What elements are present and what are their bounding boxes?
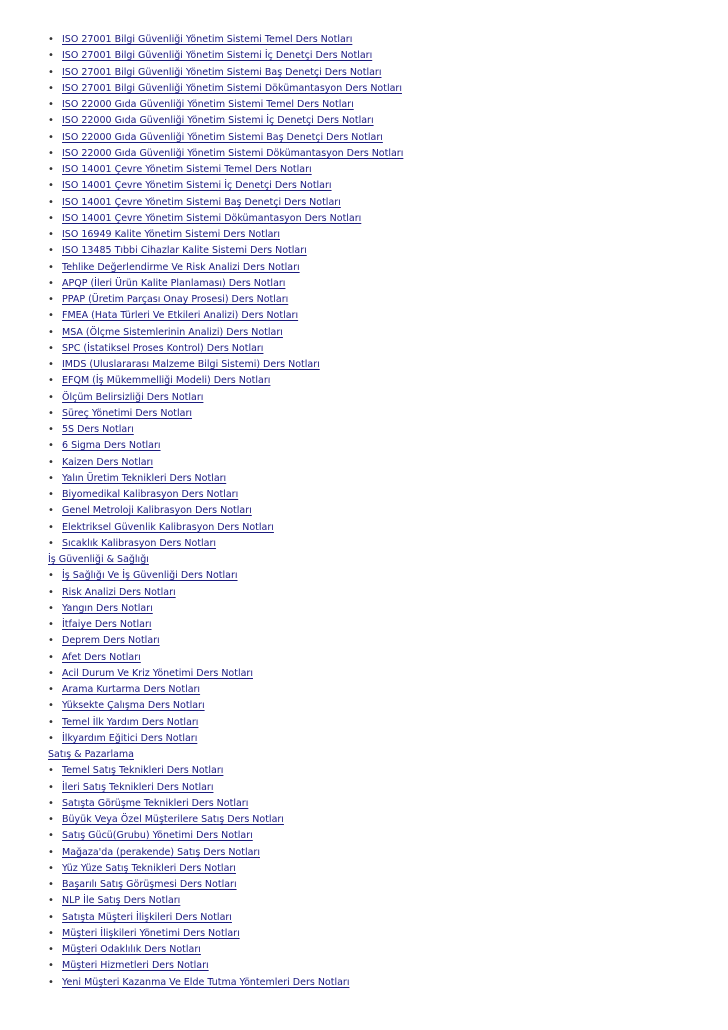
bullet-icon: • [48, 147, 54, 159]
list-item [48, 780, 708, 796]
bullet-icon: • [48, 602, 54, 614]
list-item-link[interactable]: Sıcaklık Kalibrasyon Ders Notları [62, 537, 217, 549]
list-item-link[interactable]: ISO 22000 Gıda Güvenliği Yönetim Sistemi Temel Ders Notları [62, 99, 354, 110]
list-item [48, 422, 708, 438]
list-item-link[interactable]: ISO 27001 Bilgi Güvenliği Yönetim Sistemi Baş Denetçi Ders Notları [62, 66, 382, 78]
list-item-link[interactable]: SPC (İstatiksel Proses Kontrol) Ders Notları [62, 342, 264, 354]
section-heading [48, 552, 708, 568]
list-item-link[interactable]: Satışta Müşteri İlişkileri Ders Notları [62, 911, 232, 923]
bullet-icon: • [48, 472, 54, 484]
list-item-link[interactable]: ISO 27001 Bilgi Güvenliği Yönetim Sistemi Dökümantasyon Ders Notları [62, 82, 402, 94]
bullet-icon: • [48, 879, 54, 890]
bullet-icon: • [48, 66, 54, 78]
list-item [48, 211, 708, 227]
list-item-link[interactable]: Satışta Görüşme Teknikleri Ders Notları [62, 797, 249, 809]
list-item-link[interactable]: Afet Ders Notları [62, 651, 141, 663]
bullet-icon: • [48, 115, 54, 127]
list-item [48, 227, 708, 243]
list-item-link[interactable]: FMEA (Hata Türleri Ve Etkileri Analizi) Ders Notları [62, 310, 299, 322]
list-item-link[interactable]: ISO 14001 Çevre Yönetim Sistemi Baş Denetçi Ders Notları [62, 196, 341, 208]
list-item [48, 81, 708, 97]
bullet-icon: • [48, 407, 54, 419]
list-item [48, 390, 708, 406]
bullet-icon: • [48, 164, 54, 175]
list-item-link[interactable]: APQP (İleri Ürün Kalite Planlaması) Ders Notları [62, 277, 286, 289]
bullet-icon: • [48, 489, 54, 500]
list-item-link[interactable]: Temel İlk Yardım Ders Notları [62, 716, 199, 728]
list-item [48, 162, 708, 178]
list-item-link[interactable]: Yalın Üretim Teknikleri Ders Notları [62, 472, 227, 484]
list-item-link[interactable]: Mağaza'da (perakende) Satış Ders Notları [62, 846, 260, 858]
list-item [48, 243, 708, 259]
bullet-icon: • [48, 440, 54, 452]
list-item [48, 48, 708, 64]
bullet-icon: • [48, 781, 54, 793]
list-item-link[interactable]: Satış Gücü(Grubu) Yönetimi Ders Notları [62, 830, 253, 842]
list-item-link[interactable]: Kaizen Ders Notları [62, 456, 154, 468]
list-item [48, 308, 708, 324]
list-item [48, 146, 708, 162]
list-item-link[interactable]: Temel Satış Teknikleri Ders Notları [62, 765, 224, 777]
bullet-icon: • [48, 976, 54, 988]
list-item [48, 975, 708, 991]
bullet-icon: • [48, 456, 54, 468]
list-item [48, 487, 708, 503]
bullet-icon: • [48, 34, 54, 45]
list-item [48, 828, 708, 844]
list-item-link[interactable]: Müşteri Odaklılık Ders Notları [62, 944, 201, 955]
list-item-link[interactable]: ISO 22000 Gıda Güvenliği Yönetim Sistemi Dökümantasyon Ders Notları [62, 147, 404, 159]
list-item [48, 812, 708, 828]
list-item [48, 877, 708, 893]
bullet-icon: • [48, 846, 54, 858]
list-item [48, 97, 708, 113]
bullet-icon: • [48, 814, 54, 825]
bullet-icon: • [48, 424, 54, 435]
list-item [48, 601, 708, 617]
list-item [48, 260, 708, 276]
list-item [48, 130, 708, 146]
list-item-link[interactable]: Başarılı Satış Görüşmesi Ders Notları [62, 879, 237, 890]
list-item [48, 113, 708, 129]
list-item [48, 178, 708, 194]
bullet-icon: • [48, 359, 54, 370]
bullet-icon: • [48, 245, 54, 257]
list-item [48, 845, 708, 861]
list-item [48, 357, 708, 373]
bullet-icon: • [48, 960, 54, 972]
list-item [48, 715, 708, 731]
list-item-link[interactable]: ISO 14001 Çevre Yönetim Sistemi İç Denetçi Ders Notları [62, 180, 332, 192]
list-item [48, 682, 708, 698]
bullet-icon: • [48, 537, 54, 549]
bullet-icon: • [48, 570, 54, 582]
bullet-icon: • [48, 505, 54, 517]
bullet-icon: • [48, 50, 54, 62]
list-item-link[interactable]: Yüksekte Çalışma Ders Notları [62, 700, 205, 712]
list-item-link[interactable]: ISO 14001 Çevre Yönetim Sistemi Dökümantasyon Ders Notları [62, 212, 362, 224]
list-item-link[interactable]: Müşteri İlişkileri Yönetimi Ders Notları [62, 927, 240, 939]
list-item [48, 568, 708, 584]
list-item-link[interactable]: İlkyardım Eğitici Ders Notları [62, 732, 198, 744]
bullet-icon: • [48, 797, 54, 809]
list-item [48, 958, 708, 974]
list-item [48, 520, 708, 536]
bullet-icon: • [48, 310, 54, 322]
list-item [48, 910, 708, 926]
list-item-link[interactable]: Yüz Yüze Satış Teknikleri Ders Notları [62, 862, 236, 874]
bullet-icon: • [48, 927, 54, 939]
list-item [48, 536, 708, 552]
list-item-link[interactable]: NLP İle Satış Ders Notları [62, 895, 181, 907]
list-item [48, 796, 708, 812]
bullet-icon: • [48, 830, 54, 842]
bullet-icon: • [48, 294, 54, 305]
bullet-icon: • [48, 261, 54, 273]
list-item [48, 617, 708, 633]
bullet-icon: • [48, 375, 54, 387]
bullet-icon: • [48, 667, 54, 679]
list-item-link[interactable]: Müşteri Hizmetleri Ders Notları [62, 960, 209, 972]
list-item-link[interactable]: ISO 13485 Tıbbi Cihazlar Kalite Sistemi Ders Notları [62, 245, 307, 257]
list-item [48, 341, 708, 357]
list-item [48, 373, 708, 389]
bullet-icon: • [48, 862, 54, 874]
list-item-link[interactable]: ISO 22000 Gıda Güvenliği Yönetim Sistemi İç Denetçi Ders Notları [62, 115, 374, 127]
list-item-link[interactable]: 6 Sigma Ders Notları [62, 440, 161, 452]
list-item [48, 585, 708, 601]
list-item [48, 455, 708, 471]
bullet-icon: • [48, 651, 54, 663]
list-item [48, 893, 708, 909]
section-heading-link[interactable]: Satış & Pazarlama [48, 749, 134, 760]
list-item [48, 633, 708, 649]
list-item [48, 503, 708, 519]
list-item-link[interactable]: Yangın Ders Notları [62, 602, 153, 614]
bullet-icon: • [48, 700, 54, 712]
bullet-icon: • [48, 229, 54, 240]
list-item-link[interactable]: İş Sağlığı Ve İş Güvenliği Ders Notları [62, 570, 238, 582]
bullet-icon: • [48, 944, 54, 955]
list-item [48, 438, 708, 454]
list-item [48, 406, 708, 422]
bullet-icon: • [48, 586, 54, 598]
list-item-link[interactable]: IMDS (Uluslararası Malzeme Bilgi Sistemi) Ders Notları [62, 359, 320, 370]
list-item [48, 276, 708, 292]
list-item-link[interactable]: Acil Durum Ve Kriz Yönetimi Ders Notları [62, 667, 253, 679]
list-item [48, 650, 708, 666]
list-item-link[interactable]: PPAP (Üretim Parçası Onay Prosesi) Ders Notları [62, 294, 289, 305]
list-item-link[interactable]: ISO 22000 Gıda Güvenliği Yönetim Sistemi Baş Denetçi Ders Notları [62, 131, 383, 143]
bullet-icon: • [48, 82, 54, 94]
bullet-icon: • [48, 619, 54, 630]
bullet-icon: • [48, 131, 54, 143]
bullet-icon: • [48, 196, 54, 208]
list-item-link[interactable]: Ölçüm Belirsizliği Ders Notları [62, 391, 204, 403]
list-item [48, 32, 708, 48]
bullet-icon: • [48, 342, 54, 354]
section-heading-link[interactable]: İş Güvenliği & Sağlığı [48, 554, 149, 565]
list-item-link[interactable]: 5S Ders Notları [62, 424, 134, 435]
bullet-icon: • [48, 180, 54, 192]
list-item-link[interactable]: ISO 14001 Çevre Yönetim Sistemi Temel Ders Notları [62, 164, 312, 175]
bullet-icon: • [48, 684, 54, 695]
list-item-link[interactable]: ISO 27001 Bilgi Güvenliği Yönetim Sistemi İç Denetçi Ders Notları [62, 50, 373, 62]
list-item [48, 195, 708, 211]
list-item-link[interactable]: ISO 27001 Bilgi Güvenliği Yönetim Sistemi Temel Ders Notları [62, 34, 353, 45]
list-item-link[interactable]: Elektriksel Güvenlik Kalibrasyon Ders Notları [62, 521, 274, 533]
bullet-icon: • [48, 732, 54, 744]
list-item [48, 698, 708, 714]
list-item-link[interactable]: MSA (Ölçme Sistemlerinin Analizi) Ders Notları [62, 326, 283, 338]
bullet-icon: • [48, 911, 54, 923]
bullet-icon: • [48, 635, 54, 647]
list-item [48, 666, 708, 682]
list-item-link[interactable]: Büyük Veya Özel Müşterilere Satış Ders Notları [62, 814, 284, 825]
bullet-icon: • [48, 716, 54, 728]
list-item-link[interactable]: ISO 16949 Kalite Yönetim Sistemi Ders Notları [62, 229, 280, 240]
document-list [48, 32, 708, 991]
list-item [48, 926, 708, 942]
bullet-icon: • [48, 99, 54, 110]
list-item-link[interactable]: Arama Kurtarma Ders Notları [62, 684, 201, 695]
bullet-icon: • [48, 391, 54, 403]
list-item [48, 763, 708, 779]
list-item [48, 325, 708, 341]
list-item-link[interactable]: Biyomedikal Kalibrasyon Ders Notları [62, 489, 239, 500]
list-item [48, 731, 708, 747]
list-item-link[interactable]: EFQM (İş Mükemmelliği Modeli) Ders Notları [62, 375, 271, 387]
list-item-link[interactable]: Süreç Yönetimi Ders Notları [62, 407, 193, 419]
list-item-link[interactable]: Genel Metroloji Kalibrasyon Ders Notları [62, 505, 252, 517]
list-item-link[interactable]: İtfaiye Ders Notları [62, 619, 152, 630]
list-item [48, 65, 708, 81]
list-item [48, 292, 708, 308]
list-item [48, 471, 708, 487]
list-item [48, 942, 708, 958]
bullet-icon: • [48, 326, 54, 338]
bullet-icon: • [48, 765, 54, 777]
bullet-icon: • [48, 277, 54, 289]
bullet-icon: • [48, 521, 54, 533]
list-item-link[interactable]: Yeni Müşteri Kazanma Ve Elde Tutma Yöntemleri Ders Notları [62, 976, 350, 988]
list-item-link[interactable]: Tehlike Değerlendirme Ve Risk Analizi Ders Notları [62, 261, 300, 273]
list-item-link[interactable]: Deprem Ders Notları [62, 635, 160, 647]
bullet-icon: • [48, 895, 54, 907]
list-item-link[interactable]: İleri Satış Teknikleri Ders Notları [62, 781, 214, 793]
bullet-icon: • [48, 212, 54, 224]
list-item [48, 861, 708, 877]
list-item-link[interactable]: Risk Analizi Ders Notları [62, 586, 176, 598]
section-heading [48, 747, 708, 763]
